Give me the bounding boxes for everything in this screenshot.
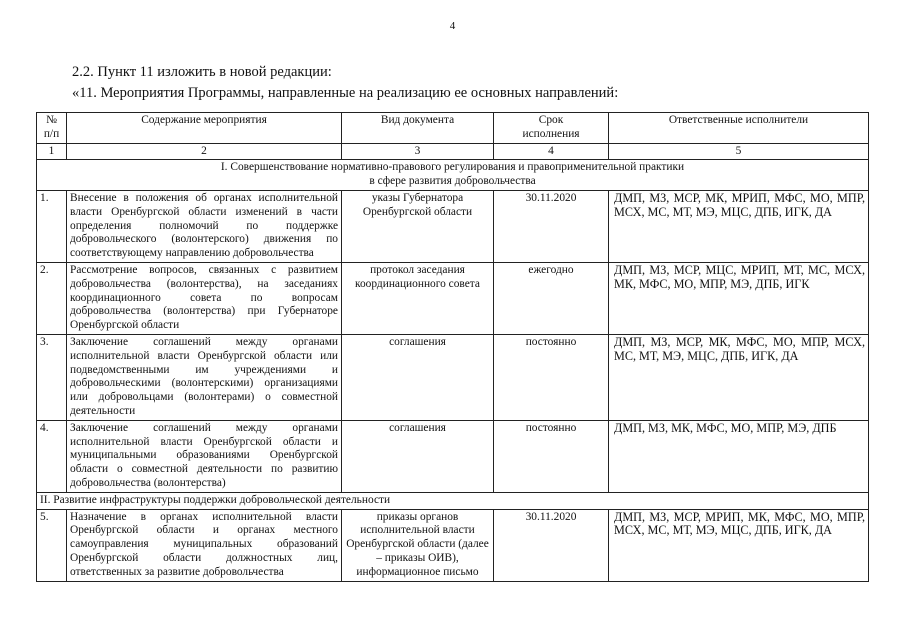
section-1-line1: I. Совершенствование нормативно-правового регулирования и правоприменительной практики (220, 161, 685, 174)
section-2-row (37, 492, 869, 509)
section-1-row (37, 160, 869, 191)
intro-text (72, 62, 618, 104)
row-resp: ДМП, МЗ, МСР, МРИП, МК, МФС, МО, МПР, МСХ, МС, МТ, МЭ, МЦС, ДПБ, ИГК, ДА (609, 509, 869, 581)
row-doc: приказы органов исполнительной власти Оренбургской области (далее – приказы ОИВ), информационное письмо (342, 509, 494, 581)
program-table (36, 112, 869, 582)
row-num: 5. (37, 509, 67, 581)
column-number: 3 (342, 143, 494, 160)
section-2-heading: II. Развитие инфраструктуры поддержки добровольческой деятельности (37, 492, 869, 509)
row-term: ежегодно (494, 262, 609, 334)
header-doc: Вид документа (342, 113, 494, 144)
row-resp: ДМП, МЗ, МСР, МК, МФС, МО, МПР, МСХ, МС, МТ, МЭ, МЦС, ДПБ, ИГК, ДА (609, 334, 869, 420)
header-resp: Ответственные исполнители (609, 113, 869, 144)
section-1-line2: в сфере развития добровольчества (369, 175, 536, 188)
table-row (37, 334, 869, 420)
table-row (37, 509, 869, 581)
intro-line-1: 2.2. Пункт 11 изложить в новой редакции: (72, 64, 332, 80)
row-content: Внесение в положения об органах исполнительной власти Оренбургской области изменений в части определения полномочий по поддержке добровольческого (волонтерского) движения по соответствующему направлению добровольчества (67, 190, 342, 262)
header-num-line2: п/п (43, 127, 60, 140)
column-number: 5 (609, 143, 869, 160)
row-term: 30.11.2020 (494, 509, 609, 581)
page-number: 4 (449, 20, 456, 32)
table-row (37, 262, 869, 334)
row-doc: указы Губернатора Оренбургской области (342, 190, 494, 262)
header-num-line1: № (46, 114, 57, 126)
row-doc: соглашения (342, 334, 494, 420)
row-content: Рассмотрение вопросов, связанных с развитием добровольчества (волонтерства), на заседаниях координационного совета по вопросам добровольчества (волонтерства) при Губернаторе Оренбургской области (67, 262, 342, 334)
table-row (37, 420, 869, 492)
column-number: 1 (37, 143, 67, 160)
row-term: постоянно (494, 420, 609, 492)
header-row (37, 113, 869, 144)
header-num (37, 113, 67, 144)
column-number: 2 (67, 143, 342, 160)
row-num: 4. (37, 420, 67, 492)
row-doc: протокол заседания координационного совета (342, 262, 494, 334)
column-number: 4 (494, 143, 609, 160)
header-term-line1: Срок (538, 114, 564, 126)
header-content: Содержание мероприятия (67, 113, 342, 144)
row-doc: соглашения (342, 420, 494, 492)
row-content: Заключение соглашений между органами исполнительной власти Оренбургской области или подведомственными им учреждениями и добровольческими (волонтерскими) организациями или добровольцами (волонтерами) о совместной деятельности (67, 334, 342, 420)
row-num: 2. (37, 262, 67, 334)
header-term-line2: исполнения (522, 127, 580, 140)
row-content: Назначение в органах исполнительной власти Оренбургской области и органах местного самоуправления муниципальных образований Оренбургской области должностных лиц, ответственных за развитие добровольчества (67, 509, 342, 581)
row-resp: ДМП, МЗ, МСР, МК, МРИП, МФС, МО, МПР, МСХ, МС, МТ, МЭ, МЦС, ДПБ, ИГК, ДА (609, 190, 869, 262)
table-row (37, 190, 869, 262)
intro-line-2: «11. Мероприятия Программы, направленные на реализацию ее основных направлений: (72, 85, 619, 101)
row-resp: ДМП, МЗ, МК, МФС, МО, МПР, МЭ, ДПБ (609, 420, 869, 492)
row-term: 30.11.2020 (494, 190, 609, 262)
row-content: Заключение соглашений между органами исполнительной власти Оренбургской области и муниципальными образованиями Оренбургской области о совместной деятельности по развитию добровольчества (волонтерства) (67, 420, 342, 492)
row-num: 3. (37, 334, 67, 420)
row-term: постоянно (494, 334, 609, 420)
column-number-row (37, 143, 869, 160)
row-resp: ДМП, МЗ, МСР, МЦС, МРИП, МТ, МС, МСХ, МК, МФС, МО, МПР, МЭ, ДПБ, ИГК (609, 262, 869, 334)
section-1-heading (37, 160, 869, 191)
header-term (494, 113, 609, 144)
row-num: 1. (37, 190, 67, 262)
